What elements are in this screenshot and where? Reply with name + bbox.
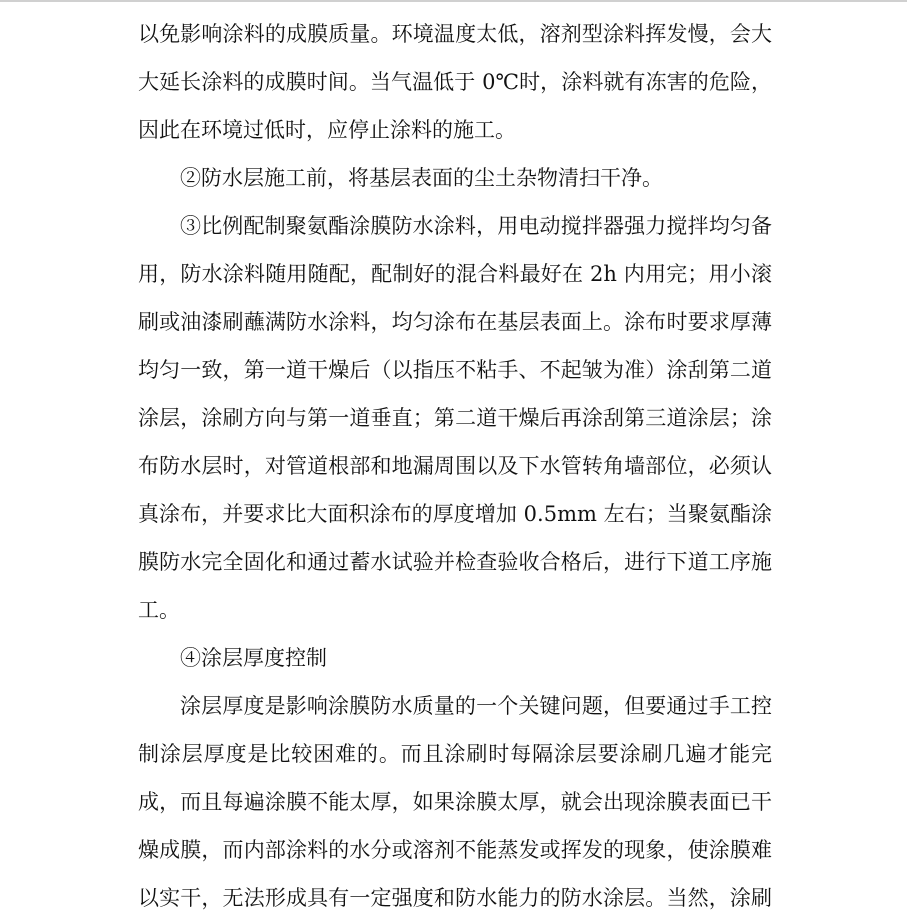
text-line: 刷或油漆刷蘸满防水涂料，均匀涂布在基层表面上。涂布时要求厚薄 — [138, 310, 772, 334]
text-line: 以实干，无法形成具有一定强度和防水能力的防水涂层。当然，涂刷 — [138, 886, 772, 910]
text-line: 用，防水涂料随用随配，配制好的混合料最好在 2h 内用完；用小滚 — [138, 262, 772, 286]
text-line: 因此在环境过低时，应停止涂料的施工。 — [138, 118, 516, 142]
section-heading: ④涂层厚度控制 — [180, 646, 327, 670]
text-line: 成，而且每遍涂膜不能太厚，如果涂膜太厚，就会出现涂膜表面已干 — [138, 790, 772, 814]
text-line: 布防水层时，对管道根部和地漏周围以及下水管转角墙部位，必须认 — [138, 454, 772, 478]
document-page — [138, 10, 772, 922]
top-border-line — [0, 0, 907, 2]
text-line: 燥成膜，而内部涂料的水分或溶剂不能蒸发或挥发的现象，使涂膜难 — [138, 838, 772, 862]
text-line: 工。 — [138, 598, 180, 622]
text-line: ③比例配制聚氨酯涂膜防水涂料，用电动搅拌器强力搅拌均匀备 — [180, 214, 772, 238]
text-line: 涂层厚度是影响涂膜防水质量的一个关键问题，但要通过手工控 — [180, 694, 772, 718]
text-line: 膜防水完全固化和通过蓄水试验并检查验收合格后，进行下道工序施 — [138, 550, 772, 574]
text-line: 大延长涂料的成膜时间。当气温低于 0℃时，涂料就有冻害的危险， — [138, 70, 772, 94]
text-line: 以免影响涂料的成膜质量。环境温度太低，溶剂型涂料挥发慢，会大 — [138, 22, 772, 46]
text-line: 均匀一致，第一道干燥后（以指压不粘手、不起皱为准）涂刮第二道 — [138, 358, 772, 382]
text-line: 制涂层厚度是比较困难的。而且涂刷时每隔涂层要涂刷几遍才能完 — [138, 742, 772, 766]
text-line: 真涂布，并要求比大面积涂布的厚度增加 0.5mm 左右；当聚氨酯涂 — [138, 502, 772, 526]
text-line: 涂层，涂刷方向与第一道垂直；第二道干燥后再涂刮第三道涂层；涂 — [138, 406, 772, 430]
text-line: ②防水层施工前，将基层表面的尘土杂物清扫干净。 — [180, 166, 663, 190]
